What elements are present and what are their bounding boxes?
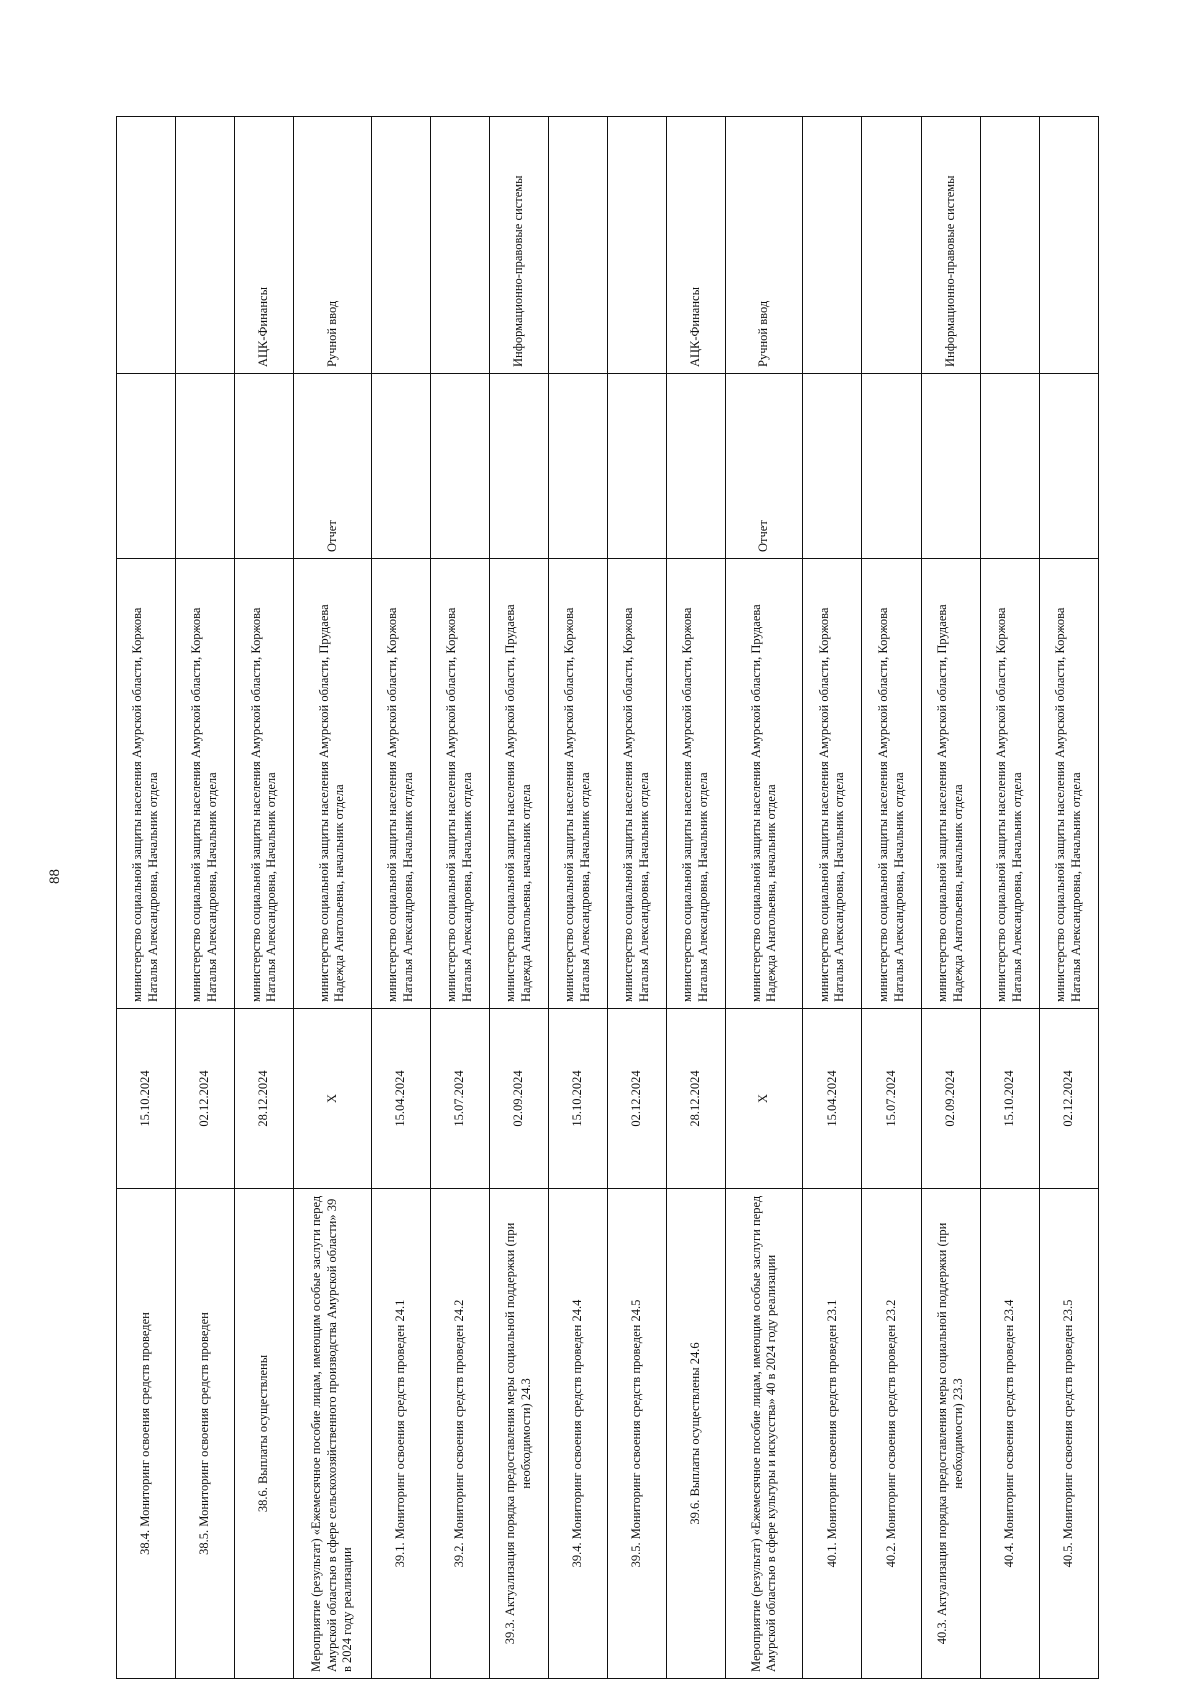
row-responsible-cell: министерство социальной защиты населения Амурской области, Прудаева Надежда Анатольевна, начальник отдела <box>726 559 803 1009</box>
row-name-cell: 38.6. Выплаты осуществлены <box>235 1189 294 1679</box>
row-responsible-cell: министерство социальной защиты населения Амурской области, Коржова Наталья Александровна, Начальник отдела <box>117 559 176 1009</box>
row-name-cell: 40.2. Мониторинг освоения средств проведен 23.2 <box>862 1189 921 1679</box>
row-name-cell: 40.3. Актуализация порядка предоставления меры социальной поддержки (при необходимости) 23.3 <box>921 1189 980 1679</box>
row-date-cell: 02.09.2024 <box>921 1009 980 1189</box>
row-date-cell: 28.12.2024 <box>235 1009 294 1189</box>
row-document-cell <box>489 374 548 559</box>
row-date-cell: 15.10.2024 <box>117 1009 176 1189</box>
table-row <box>430 117 489 1679</box>
row-responsible-cell: министерство социальной защиты населения Амурской области, Коржова Наталья Александровна, Начальник отдела <box>176 559 235 1009</box>
row-system-cell <box>862 117 921 374</box>
row-name-cell: 38.4. Мониторинг освоения средств проведен <box>117 1189 176 1679</box>
row-document-cell <box>803 374 862 559</box>
row-document-cell <box>371 374 430 559</box>
row-name-cell: 39.3. Актуализация порядка предоставления меры социальной поддержки (при необходимости) 24.3 <box>489 1189 548 1679</box>
row-name-cell: 38.5. Мониторинг освоения средств проведен <box>176 1189 235 1679</box>
row-name-cell: 40.1. Мониторинг освоения средств проведен 23.1 <box>803 1189 862 1679</box>
row-date-cell: 15.04.2024 <box>803 1009 862 1189</box>
row-responsible-cell: министерство социальной защиты населения Амурской области, Прудаева Надежда Анатольевна, начальник отдела <box>489 559 548 1009</box>
row-responsible-cell: министерство социальной защиты населения Амурской области, Коржова Наталья Александровна, Начальник отдела <box>607 559 666 1009</box>
row-date-cell: 02.12.2024 <box>176 1009 235 1189</box>
row-date-cell: X <box>294 1009 371 1189</box>
rotated-page <box>116 117 1099 1679</box>
row-name-cell: 39.1. Мониторинг освоения средств проведен 24.1 <box>371 1189 430 1679</box>
row-system-cell: АЦК-Финансы <box>666 117 725 374</box>
row-system-cell: АЦК-Финансы <box>235 117 294 374</box>
page-number: 88 <box>47 869 63 884</box>
row-document-cell: Отчет <box>726 374 803 559</box>
row-date-cell: 15.10.2024 <box>548 1009 607 1189</box>
table-row <box>803 117 862 1679</box>
row-system-cell <box>803 117 862 374</box>
row-system-cell <box>371 117 430 374</box>
table-body <box>117 117 1099 1679</box>
row-document-cell <box>176 374 235 559</box>
row-name-cell: Мероприятие (результат) «Ежемесячное пособие лицам, имеющим особые заслуги перед Амурской областью в сфере культуры и искусства» 40 в 2024 году реализации <box>726 1189 803 1679</box>
row-document-cell <box>607 374 666 559</box>
table-row <box>548 117 607 1679</box>
row-name-cell: Мероприятие (результат) «Ежемесячное пособие лицам, имеющим особые заслуги перед Амурской областью в сфере сельскохозяйственного производства Амурской области» 39 в 2024 году реализации <box>294 1189 371 1679</box>
row-name-cell: 39.5. Мониторинг освоения средств проведен 24.5 <box>607 1189 666 1679</box>
row-document-cell: Отчет <box>294 374 371 559</box>
row-responsible-cell: министерство социальной защиты населения Амурской области, Коржова Наталья Александровна, Начальник отдела <box>235 559 294 1009</box>
row-responsible-cell: министерство социальной защиты населения Амурской области, Коржова Наталья Александровна, Начальник отдела <box>803 559 862 1009</box>
row-system-cell <box>430 117 489 374</box>
row-document-cell <box>117 374 176 559</box>
table-row <box>489 117 548 1679</box>
row-document-cell <box>235 374 294 559</box>
row-date-cell: 02.12.2024 <box>1039 1009 1098 1189</box>
row-date-cell: 02.09.2024 <box>489 1009 548 1189</box>
row-document-cell <box>1039 374 1098 559</box>
row-name-cell: 40.4. Мониторинг освоения средств проведен 23.4 <box>980 1189 1039 1679</box>
control-points-table <box>116 116 1099 1679</box>
row-responsible-cell: министерство социальной защиты населения Амурской области, Коржова Наталья Александровна, Начальник отдела <box>430 559 489 1009</box>
row-system-cell <box>1039 117 1098 374</box>
row-responsible-cell: министерство социальной защиты населения Амурской области, Коржова Наталья Александровна, Начальник отдела <box>980 559 1039 1009</box>
row-system-cell <box>176 117 235 374</box>
row-date-cell: 15.07.2024 <box>862 1009 921 1189</box>
row-date-cell: X <box>726 1009 803 1189</box>
table-row <box>862 117 921 1679</box>
table-row <box>1039 117 1098 1679</box>
row-system-cell: Ручной ввод <box>294 117 371 374</box>
table-row <box>117 117 176 1679</box>
row-responsible-cell: министерство социальной защиты населения Амурской области, Прудаева Надежда Анатольевна, начальник отдела <box>921 559 980 1009</box>
row-responsible-cell: министерство социальной защиты населения Амурской области, Коржова Наталья Александровна, Начальник отдела <box>666 559 725 1009</box>
table-row <box>176 117 235 1679</box>
row-responsible-cell: министерство социальной защиты населения Амурской области, Коржова Наталья Александровна, Начальник отдела <box>1039 559 1098 1009</box>
row-date-cell: 15.10.2024 <box>980 1009 1039 1189</box>
row-date-cell: 02.12.2024 <box>607 1009 666 1189</box>
table-row <box>607 117 666 1679</box>
row-document-cell <box>666 374 725 559</box>
row-responsible-cell: министерство социальной защиты населения Амурской области, Прудаева Надежда Анатольевна, начальник отдела <box>294 559 371 1009</box>
table-row <box>294 117 371 1679</box>
row-name-cell: 39.6. Выплаты осуществлены 24.6 <box>666 1189 725 1679</box>
table-row <box>726 117 803 1679</box>
row-system-cell <box>548 117 607 374</box>
row-system-cell <box>980 117 1039 374</box>
table-stage <box>116 117 1099 1679</box>
row-name-cell: 40.5. Мониторинг освоения средств проведен 23.5 <box>1039 1189 1098 1679</box>
table-row <box>666 117 725 1679</box>
row-system-cell: Ручной ввод <box>726 117 803 374</box>
row-system-cell <box>607 117 666 374</box>
row-name-cell: 39.4. Мониторинг освоения средств проведен 24.4 <box>548 1189 607 1679</box>
row-document-cell <box>430 374 489 559</box>
table-row <box>980 117 1039 1679</box>
row-responsible-cell: министерство социальной защиты населения Амурской области, Коржова Наталья Александровна, Начальник отдела <box>371 559 430 1009</box>
row-date-cell: 15.04.2024 <box>371 1009 430 1189</box>
row-document-cell <box>548 374 607 559</box>
table-row <box>921 117 980 1679</box>
table-row <box>235 117 294 1679</box>
row-system-cell: Информационно-правовые системы <box>921 117 980 374</box>
row-name-cell: 39.2. Мониторинг освоения средств проведен 24.2 <box>430 1189 489 1679</box>
row-responsible-cell: министерство социальной защиты населения Амурской области, Коржова Наталья Александровна, Начальник отдела <box>548 559 607 1009</box>
row-document-cell <box>980 374 1039 559</box>
row-document-cell <box>921 374 980 559</box>
row-document-cell <box>862 374 921 559</box>
row-date-cell: 15.07.2024 <box>430 1009 489 1189</box>
row-system-cell <box>117 117 176 374</box>
table-row <box>371 117 430 1679</box>
row-responsible-cell: министерство социальной защиты населения Амурской области, Коржова Наталья Александровна, Начальник отдела <box>862 559 921 1009</box>
row-system-cell: Информационно-правовые системы <box>489 117 548 374</box>
row-date-cell: 28.12.2024 <box>666 1009 725 1189</box>
